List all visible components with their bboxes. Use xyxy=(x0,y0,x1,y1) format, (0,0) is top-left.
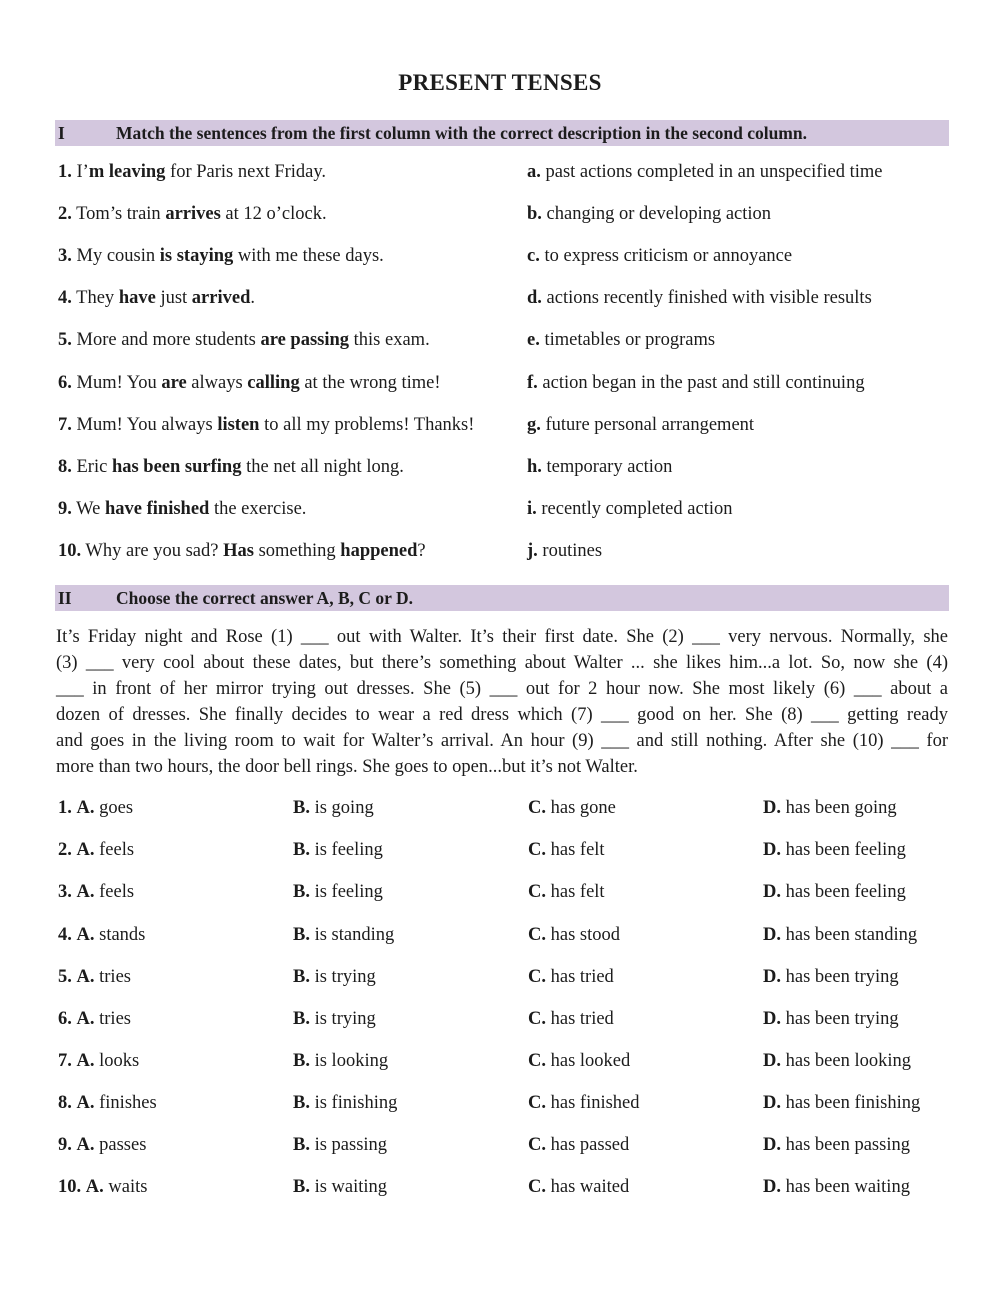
option-text: is waiting xyxy=(314,1177,388,1197)
option-text: has been passing xyxy=(785,1135,910,1155)
question-row xyxy=(58,798,948,824)
sentence-text: the net all night long. xyxy=(241,457,404,477)
section-1-number: I xyxy=(58,122,65,143)
question-row xyxy=(58,925,948,951)
sentence-text: with me these days. xyxy=(233,246,384,266)
option-d[interactable] xyxy=(763,798,897,819)
description-text: changing or developing action xyxy=(541,204,772,224)
option-letter: A. xyxy=(76,1135,95,1155)
option-b[interactable] xyxy=(293,840,383,861)
option-text: is feeling xyxy=(314,882,383,902)
description-letter: f. xyxy=(527,373,538,393)
description-letter: g. xyxy=(527,415,541,435)
option-letter: A. xyxy=(76,1051,95,1071)
option-b[interactable] xyxy=(293,1051,388,1072)
question-number: 7. xyxy=(58,1051,72,1071)
option-text: has been trying xyxy=(785,967,899,987)
option-text: is finishing xyxy=(314,1093,398,1113)
item-number: 6. xyxy=(58,373,72,393)
option-letter: B. xyxy=(293,925,310,945)
option-d[interactable] xyxy=(763,882,906,903)
option-b[interactable] xyxy=(293,1009,376,1030)
highlighted-verb: have finished xyxy=(104,499,210,519)
option-letter: B. xyxy=(293,882,310,902)
option-text: has been looking xyxy=(785,1051,911,1071)
option-text: has been feeling xyxy=(785,882,906,902)
option-a[interactable] xyxy=(58,1135,146,1156)
option-text: has waited xyxy=(550,1177,630,1197)
passage-line: more than two hours, the door bell rings. She goes to open...but it’s not Walter. xyxy=(56,757,638,777)
option-letter: A. xyxy=(76,1093,95,1113)
option-text: goes xyxy=(99,798,134,818)
match-description xyxy=(527,373,865,394)
match-description xyxy=(527,415,754,436)
option-text: has stood xyxy=(550,925,620,945)
option-a[interactable] xyxy=(58,1051,139,1072)
sentence-text: this exam. xyxy=(349,330,430,350)
option-text: looks xyxy=(99,1051,140,1071)
option-letter: A. xyxy=(76,840,95,860)
option-b[interactable] xyxy=(293,798,374,819)
option-letter: D. xyxy=(763,1093,781,1113)
option-b[interactable] xyxy=(293,925,394,946)
highlighted-verb: has been surfing xyxy=(111,457,242,477)
question-row xyxy=(58,840,948,866)
option-a[interactable] xyxy=(58,925,145,946)
item-number: 2. xyxy=(58,204,72,224)
question-number: 10. xyxy=(58,1177,82,1197)
option-text: has finished xyxy=(550,1093,640,1113)
match-description xyxy=(527,246,792,267)
sentence-text: Why are you sad? xyxy=(81,541,224,561)
option-c[interactable] xyxy=(528,1135,629,1156)
option-c[interactable] xyxy=(528,1177,629,1198)
description-letter: i. xyxy=(527,499,537,519)
description-text: actions recently finished with visible results xyxy=(541,288,872,308)
option-a[interactable] xyxy=(58,1177,147,1198)
option-a[interactable] xyxy=(58,882,134,903)
option-letter: B. xyxy=(293,798,310,818)
question-row xyxy=(58,1009,948,1035)
option-letter: D. xyxy=(763,1051,781,1071)
question-number: 5. xyxy=(58,967,72,987)
option-text: finishes xyxy=(99,1093,157,1113)
option-text: tries xyxy=(99,967,131,987)
description-letter: e. xyxy=(527,330,540,350)
option-text: has passed xyxy=(550,1135,630,1155)
sentence-text: My cousin xyxy=(71,246,160,266)
option-c[interactable] xyxy=(528,1051,630,1072)
option-letter: D. xyxy=(763,840,781,860)
match-sentence xyxy=(58,499,306,520)
description-text: temporary action xyxy=(541,457,673,477)
question-number: 9. xyxy=(58,1135,72,1155)
item-number: 10. xyxy=(58,541,82,561)
match-row xyxy=(58,415,948,441)
option-letter: C. xyxy=(528,798,546,818)
option-c[interactable] xyxy=(528,1009,614,1030)
option-letter: A. xyxy=(76,925,95,945)
option-text: has tried xyxy=(550,1009,614,1029)
option-letter: A. xyxy=(76,967,95,987)
highlighted-verb: arrives xyxy=(165,204,221,224)
highlighted-verb: Has xyxy=(223,541,254,561)
option-c[interactable] xyxy=(528,925,620,946)
match-sentence xyxy=(58,541,426,562)
option-d[interactable] xyxy=(763,925,917,946)
option-letter: C. xyxy=(528,882,546,902)
description-letter: a. xyxy=(527,162,541,182)
option-letter: D. xyxy=(763,1135,781,1155)
question-row xyxy=(58,967,948,993)
option-text: is passing xyxy=(314,1135,388,1155)
match-row xyxy=(58,204,948,230)
option-text: has been finishing xyxy=(785,1093,921,1113)
option-letter: A. xyxy=(76,798,95,818)
item-number: 8. xyxy=(58,457,72,477)
question-number: 3. xyxy=(58,882,72,902)
option-letter: C. xyxy=(528,1177,546,1197)
description-text: routines xyxy=(537,541,603,561)
option-b[interactable] xyxy=(293,1177,387,1198)
option-text: has tried xyxy=(550,967,614,987)
highlighted-verb: are xyxy=(161,373,187,393)
question-row xyxy=(58,1177,948,1203)
option-text: is trying xyxy=(314,967,376,987)
match-description xyxy=(527,162,883,183)
option-letter: A. xyxy=(76,882,95,902)
sentence-text: the exercise. xyxy=(209,499,307,519)
option-text: has been trying xyxy=(785,1009,899,1029)
match-sentence xyxy=(58,415,474,436)
match-row xyxy=(58,541,948,567)
description-text: timetables or programs xyxy=(539,330,716,350)
option-b[interactable] xyxy=(293,967,376,988)
option-letter: A. xyxy=(85,1177,104,1197)
description-letter: j. xyxy=(527,541,538,561)
match-description xyxy=(527,330,715,351)
option-text: is trying xyxy=(314,1009,376,1029)
option-letter: D. xyxy=(763,967,781,987)
option-c[interactable] xyxy=(528,1093,640,1114)
option-d[interactable] xyxy=(763,840,906,861)
option-d[interactable] xyxy=(763,1177,910,1198)
match-sentence xyxy=(58,204,327,225)
option-c[interactable] xyxy=(528,798,616,819)
passage-line: (3) ___ very cool about these dates, but there’s something about Walter ... she likes him...a lot. So, now she (4) xyxy=(56,653,948,673)
highlighted-verb: listen xyxy=(217,415,260,435)
option-text: stands xyxy=(99,925,146,945)
page-title: PRESENT TENSES xyxy=(398,70,602,95)
option-text: waits xyxy=(108,1177,148,1197)
option-text: has been standing xyxy=(785,925,918,945)
option-text: is feeling xyxy=(314,840,383,860)
sentence-text: just xyxy=(155,288,192,308)
option-text: has felt xyxy=(550,840,605,860)
question-number: 6. xyxy=(58,1009,72,1029)
match-row xyxy=(58,499,948,525)
match-sentence xyxy=(58,330,430,351)
match-row xyxy=(58,162,948,188)
option-letter: B. xyxy=(293,1093,310,1113)
highlighted-verb: have xyxy=(118,288,156,308)
sentence-text: ? xyxy=(417,541,426,561)
sentence-text: always xyxy=(186,373,248,393)
question-number: 8. xyxy=(58,1093,72,1113)
section-1-instruction: Match the sentences from the first column with the correct description in the second column. xyxy=(116,122,807,143)
description-letter: b. xyxy=(527,204,542,224)
option-letter: C. xyxy=(528,925,546,945)
sentence-text: More and more students xyxy=(71,330,261,350)
option-letter: D. xyxy=(763,925,781,945)
option-text: feels xyxy=(99,882,135,902)
sentence-text: something xyxy=(253,541,341,561)
option-text: has felt xyxy=(550,882,605,902)
option-letter: D. xyxy=(763,1009,781,1029)
option-letter: B. xyxy=(293,840,310,860)
option-d[interactable] xyxy=(763,1135,910,1156)
option-d[interactable] xyxy=(763,1051,911,1072)
match-description xyxy=(527,457,672,478)
sentence-text: . xyxy=(250,288,255,308)
option-text: feels xyxy=(99,840,135,860)
highlighted-verb: calling xyxy=(247,373,300,393)
description-text: to express criticism or annoyance xyxy=(539,246,793,266)
section-2-instruction: Choose the correct answer A, B, C or D. xyxy=(116,587,413,608)
option-b[interactable] xyxy=(293,882,383,903)
option-text: passes xyxy=(99,1135,147,1155)
option-d[interactable] xyxy=(763,1009,899,1030)
match-row xyxy=(58,288,948,314)
option-text: has gone xyxy=(550,798,616,818)
option-letter: C. xyxy=(528,1135,546,1155)
match-description xyxy=(527,499,732,520)
sentence-text: They xyxy=(71,288,119,308)
section-2-number: II xyxy=(58,587,72,608)
match-row xyxy=(58,246,948,272)
option-text: has been feeling xyxy=(785,840,906,860)
description-text: past actions completed in an unspecified time xyxy=(540,162,883,182)
option-d[interactable] xyxy=(763,967,899,988)
option-text: has been waiting xyxy=(785,1177,910,1197)
option-a[interactable] xyxy=(58,1009,131,1030)
option-text: is looking xyxy=(314,1051,389,1071)
match-sentence xyxy=(58,457,404,478)
match-description xyxy=(527,204,771,225)
option-letter: C. xyxy=(528,1093,546,1113)
option-letter: D. xyxy=(763,798,781,818)
description-letter: h. xyxy=(527,457,542,477)
item-number: 9. xyxy=(58,499,72,519)
question-row xyxy=(58,1135,948,1161)
description-text: future personal arrangement xyxy=(540,415,755,435)
option-letter: B. xyxy=(293,1135,310,1155)
option-letter: C. xyxy=(528,840,546,860)
sentence-text: Eric xyxy=(71,457,112,477)
description-text: action began in the past and still continuing xyxy=(537,373,865,393)
highlighted-verb: m leaving xyxy=(88,162,166,182)
option-text: is going xyxy=(314,798,374,818)
option-a[interactable] xyxy=(58,1093,157,1114)
option-letter: B. xyxy=(293,1009,310,1029)
option-letter: D. xyxy=(763,1177,781,1197)
option-letter: C. xyxy=(528,1009,546,1029)
item-number: 7. xyxy=(58,415,72,435)
question-number: 2. xyxy=(58,840,72,860)
sentence-text: Mum! You always xyxy=(71,415,218,435)
passage-line: It’s Friday night and Rose (1) ___ out with Walter. It’s their first date. She (2) ___ very nervous. Normally, she xyxy=(56,627,948,647)
description-letter: d. xyxy=(527,288,542,308)
option-letter: C. xyxy=(528,1051,546,1071)
option-b[interactable] xyxy=(293,1093,397,1114)
reading-passage xyxy=(56,624,948,780)
option-text: has looked xyxy=(550,1051,631,1071)
match-sentence xyxy=(58,288,255,309)
item-number: 1. xyxy=(58,162,72,182)
question-number: 1. xyxy=(58,798,72,818)
option-c[interactable] xyxy=(528,840,605,861)
passage-line: ___ in front of her mirror trying out dresses. She (5) ___ out for 2 hour now. She most likely (6) ___ about a xyxy=(56,679,948,699)
sentence-text: Tom’s train xyxy=(71,204,166,224)
option-letter: D. xyxy=(763,882,781,902)
match-description xyxy=(527,541,602,562)
description-letter: c. xyxy=(527,246,540,266)
option-text: has been going xyxy=(785,798,897,818)
match-row xyxy=(58,373,948,399)
option-a[interactable] xyxy=(58,798,133,819)
option-letter: C. xyxy=(528,967,546,987)
option-c[interactable] xyxy=(528,967,614,988)
option-b[interactable] xyxy=(293,1135,387,1156)
match-sentence xyxy=(58,162,326,183)
question-row xyxy=(58,882,948,908)
sentence-text: to all my problems! Thanks! xyxy=(259,415,475,435)
option-d[interactable] xyxy=(763,1093,920,1114)
option-letter: B. xyxy=(293,967,310,987)
option-letter: A. xyxy=(76,1009,95,1029)
sentence-text: Mum! You xyxy=(71,373,162,393)
description-text: recently completed action xyxy=(536,499,733,519)
question-number: 4. xyxy=(58,925,72,945)
section-2-header xyxy=(55,585,949,611)
question-row xyxy=(58,1051,948,1077)
match-row xyxy=(58,330,948,356)
sentence-text: at 12 o’clock. xyxy=(220,204,327,224)
item-number: 4. xyxy=(58,288,72,308)
section-1-header xyxy=(55,120,949,146)
option-text: tries xyxy=(99,1009,131,1029)
highlighted-verb: happened xyxy=(340,541,418,561)
passage-line: and goes in the living room to wait for Walter’s arrival. An hour (9) ___ and still nothing. After she (10) ___ for xyxy=(56,731,948,751)
sentence-text: We xyxy=(71,499,105,519)
option-c[interactable] xyxy=(528,882,605,903)
option-text: is standing xyxy=(314,925,395,945)
sentence-text: at the wrong time! xyxy=(299,373,441,393)
highlighted-verb: arrived xyxy=(191,288,251,308)
option-a[interactable] xyxy=(58,840,134,861)
match-sentence xyxy=(58,373,440,394)
sentence-text: I’ xyxy=(76,162,89,182)
highlighted-verb: is staying xyxy=(159,246,234,266)
passage-line: dozen of dresses. She finally decides to wear a red dress which (7) ___ good on her. She (8) ___ getting ready xyxy=(56,705,948,725)
highlighted-verb: are passing xyxy=(260,330,350,350)
item-number: 5. xyxy=(58,330,72,350)
question-row xyxy=(58,1093,948,1119)
match-sentence xyxy=(58,246,384,267)
option-letter: B. xyxy=(293,1051,310,1071)
sentence-text: for Paris next Friday. xyxy=(165,162,327,182)
item-number: 3. xyxy=(58,246,72,266)
match-row xyxy=(58,457,948,483)
match-description xyxy=(527,288,872,309)
option-letter: B. xyxy=(293,1177,310,1197)
option-a[interactable] xyxy=(58,967,131,988)
